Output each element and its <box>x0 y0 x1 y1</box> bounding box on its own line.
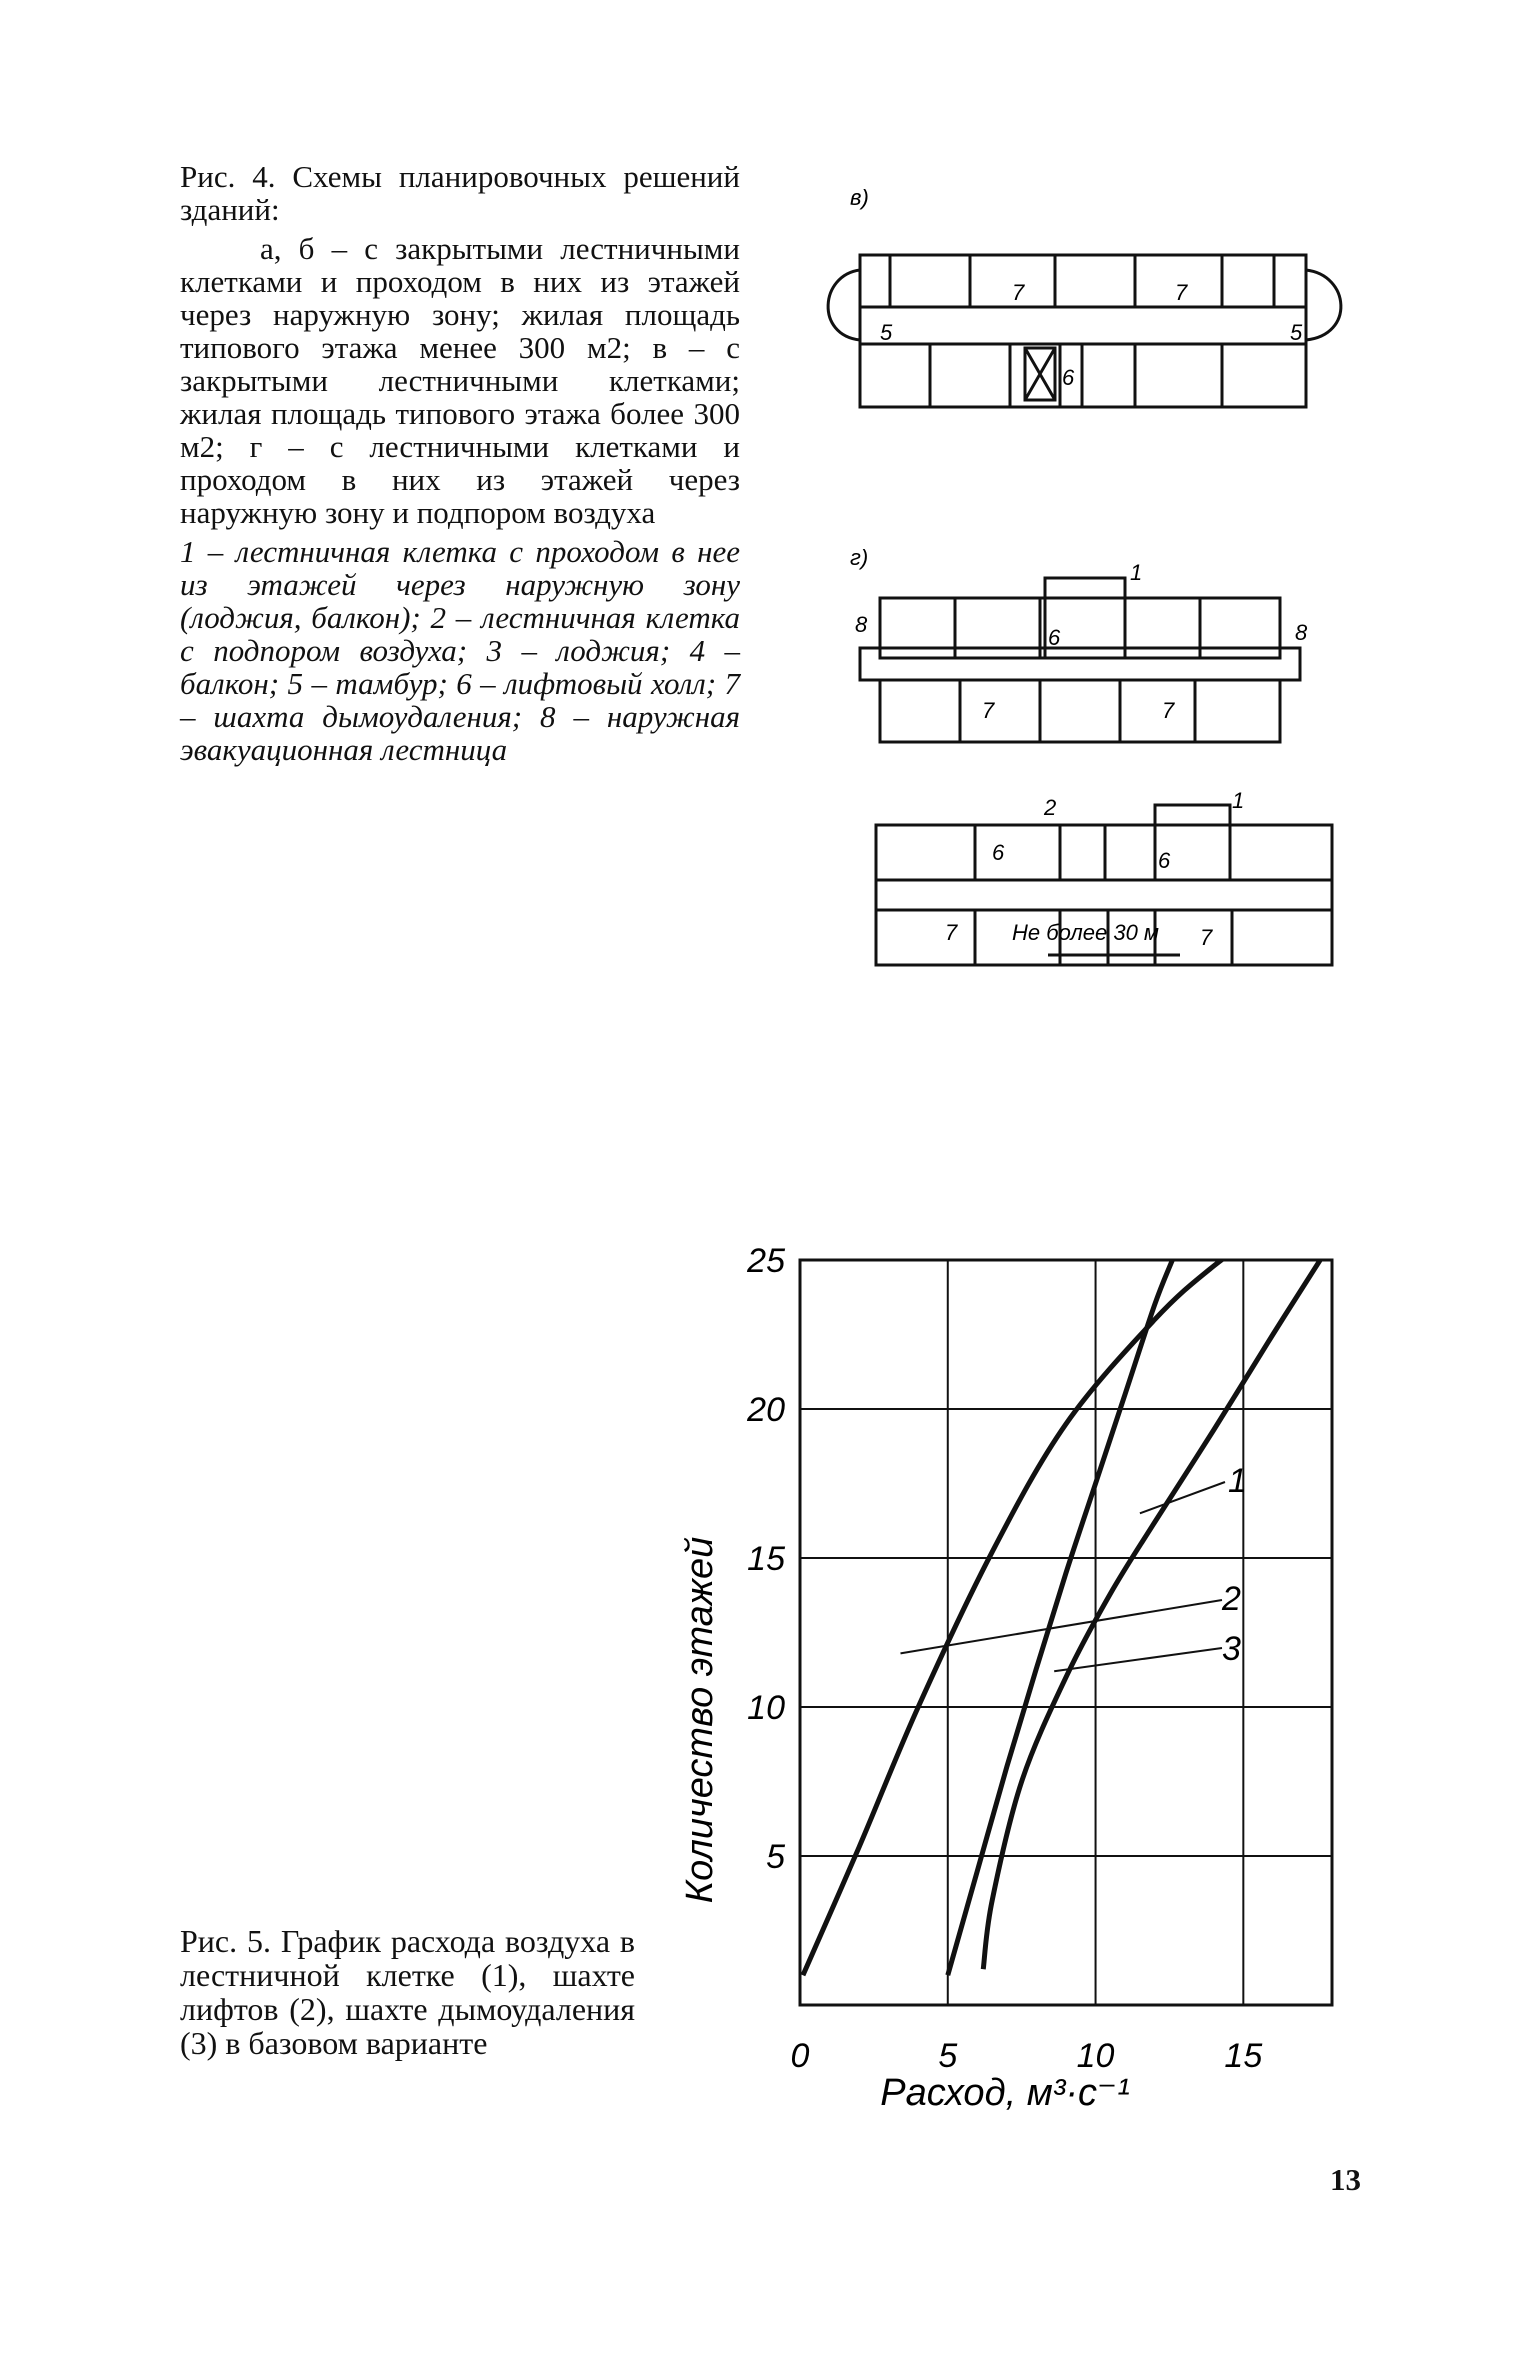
fig4-description: а, б – с закрытыми лестничными клетками и проходом в них из этажей через наружную зону; жилая площадь типового этажа менее 300 м2; в – с закрытыми лестничными клетками; жилая площадь типового этажа более 300 м2; г – с лестничными клетками и проходом в них из этажей через наружную зону и подпором воздуха <box>180 231 740 530</box>
fig5-caption-text: Рис. 5. График расхода воздуха в лестничной клетке (1), шахте лифтов (2), шахте дымоудаления (3) в базовом варианте <box>180 1923 635 2061</box>
y-tick-label: 20 <box>747 1391 785 1429</box>
x-tick-label: 5 <box>938 2037 958 2075</box>
fig5-caption <box>180 1924 635 2060</box>
plan-g-label: г) <box>850 545 869 570</box>
x-tick-label: 15 <box>1224 2037 1263 2075</box>
plan-g2-mark-7a: 7 <box>945 920 958 945</box>
plan-g-mark-7a: 7 <box>982 698 995 723</box>
plan-g2-mark-6a: 6 <box>992 840 1005 865</box>
series-label-3: 3 <box>1222 1630 1241 1668</box>
plan-v-mark-7a: 7 <box>1012 280 1025 305</box>
plan-g2-mark-6b: 6 <box>1158 848 1171 873</box>
plan-g-mark-6: 6 <box>1048 625 1061 650</box>
series-label-2: 2 <box>1222 1580 1241 1618</box>
floor-plan-diagrams <box>0 0 1535 1000</box>
plan-g2-mark-7b: 7 <box>1200 925 1213 950</box>
plan-g2-mark-2: 2 <box>1044 795 1057 820</box>
x-tick-label: 0 <box>790 2037 810 2075</box>
plan-v-mark-5a: 5 <box>880 320 893 345</box>
series-label-1: 1 <box>1228 1462 1247 1500</box>
page-number: 13 <box>1330 2162 1361 2197</box>
chart-y-axis-label: Количество этажей <box>679 1536 721 1904</box>
y-tick-label: 5 <box>766 1838 785 1876</box>
fig4-title: Рис. 4. Схемы планировочных решений зданий: <box>180 159 740 227</box>
plan-v-mark-6: 6 <box>1062 365 1075 390</box>
plan-g-mark-7b: 7 <box>1162 698 1175 723</box>
plan-v-mark-5b: 5 <box>1290 320 1303 345</box>
plan-v-mark-7b: 7 <box>1175 280 1188 305</box>
plan-g2-dimension: Не более 30 м <box>1012 920 1160 945</box>
series-line-2 <box>948 1260 1173 1975</box>
y-tick-label: 15 <box>747 1540 785 1578</box>
plan-v-label: в) <box>850 185 869 210</box>
chart-ticks <box>746 1242 1262 2075</box>
plan-v <box>828 255 1341 407</box>
chart-x-axis-label: Расход, м³·с⁻¹ <box>880 2072 1130 2114</box>
plan-g2-mark-1: 1 <box>1232 788 1245 813</box>
plan-g-mark-1: 1 <box>1130 560 1143 585</box>
fig4-legend: 1 – лестничная клетка с проходом в нее из этажей через наружную зону (лоджия, балкон); 2 – лестничная клетка с подпором воздуха; 3 – лоджия; 4 – балкон; 5 – тамбур; 6 – лифтовый холл; 7 – шахта дымоудаления; 8 – наружная эвакуационная лестница <box>180 534 740 767</box>
y-tick-label: 25 <box>747 1242 785 1280</box>
series-line-3 <box>983 1260 1320 1969</box>
plan-g-mark-8b: 8 <box>1295 620 1308 645</box>
plan-g-mark-8a: 8 <box>855 612 868 637</box>
x-tick-label: 10 <box>1076 2037 1115 2075</box>
series-leader-1 <box>1140 1482 1225 1513</box>
y-tick-label: 10 <box>747 1689 785 1727</box>
plan-g <box>860 578 1300 742</box>
